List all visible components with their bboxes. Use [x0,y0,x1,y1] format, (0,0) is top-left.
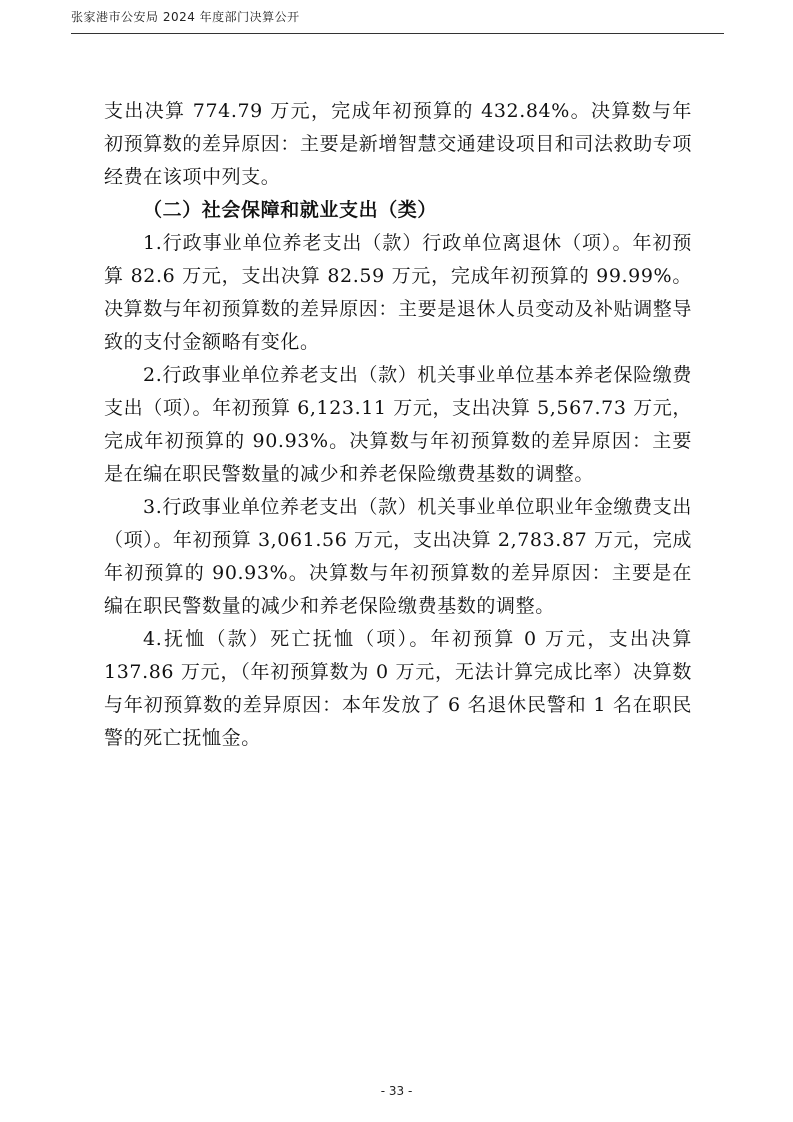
paragraph-item-4: 4.抚恤（款）死亡抚恤（项）。年初预算 0 万元，支出决算 137.86 万元，（年初预算数为 0 万元，无法计算完成比率）决算数与年初预算数的差异原因：本年发放了 6 名退休民警和 1 名在职民警的死亡抚恤金。 [104,628,692,749]
paragraph-continued: 支出决算 774.79 万元，完成年初预算的 432.84%。决算数与年初预算数的差异原因：主要是新增智慧交通建设项目和司法救助专项经费在该项中列支。 [104,100,693,188]
document-header: 张家港市公安局 2024 年度部门决算公开 [71,10,300,24]
header-rule [71,33,724,34]
section-heading: （二）社会保障和就业支出（类） [143,199,438,221]
paragraph-item-3: 3.行政事业单位养老支出（款）机关事业单位职业年金缴费支出（项）。年初预算 3,061.56 万元，支出决算 2,783.87 万元，完成年初预算的 90.93%。决算数与年初预算数的差异原因：主要是在编在职民警数量的减少和养老保险缴费基数的调整。 [104,496,692,617]
page-number: - 33 - [380,1084,413,1098]
document-body [104,95,692,755]
paragraph-item-2: 2.行政事业单位养老支出（款）机关事业单位基本养老保险缴费支出（项）。年初预算 6,123.11 万元，支出决算 5,567.73 万元，完成年初预算的 90.93%。决算数与年初预算数的差异原因：主要是在编在职民警数量的减少和养老保险缴费基数的调整。 [104,364,692,485]
paragraph-item-1: 1.行政事业单位养老支出（款）行政单位离退休（项）。年初预算 82.6 万元，支出决算 82.59 万元，完成年初预算的 99.99%。决算数与年初预算数的差异原因：主要是退休人员变动及补贴调整导致的支付金额略有变化。 [104,232,693,353]
